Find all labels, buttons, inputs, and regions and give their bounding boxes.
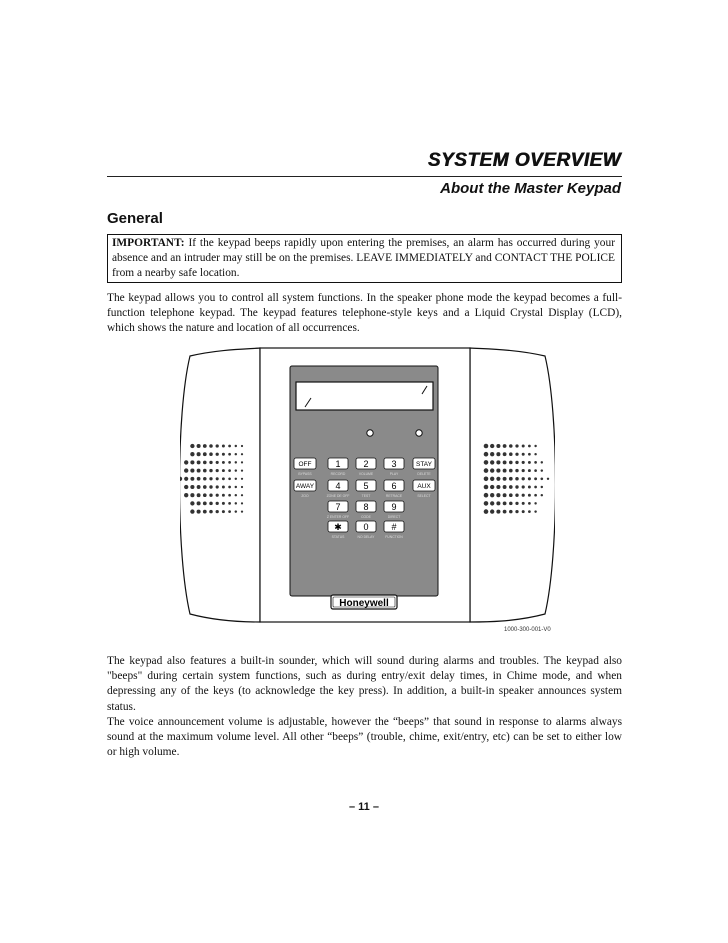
speaker-grille-dot bbox=[522, 494, 525, 497]
important-label: IMPORTANT: bbox=[112, 237, 185, 249]
speaker-grille-dot bbox=[509, 477, 513, 481]
speaker-grille-dot bbox=[228, 510, 231, 513]
speaker-grille-dot bbox=[509, 461, 513, 465]
key-5-label: 5 bbox=[363, 481, 369, 491]
speaker-grille-dot bbox=[484, 493, 489, 498]
speaker-grille-dot bbox=[190, 485, 194, 489]
speaker-grille-dot bbox=[534, 502, 536, 504]
speaker-grille-dot bbox=[509, 510, 513, 514]
speaker-grille-dot bbox=[534, 494, 537, 497]
speaker-grille-dot bbox=[528, 445, 531, 448]
speaker-grille-dot bbox=[528, 502, 531, 505]
speaker-grille-dot bbox=[222, 502, 225, 505]
speaker-grille-dot bbox=[216, 510, 219, 513]
sublabel-9: DIRECT bbox=[387, 515, 401, 519]
speaker-grille-dot bbox=[515, 502, 518, 505]
speaker-grille-dot bbox=[496, 460, 500, 464]
speaker-grille-dot bbox=[216, 502, 219, 505]
key-1[interactable] bbox=[328, 458, 348, 469]
speaker-grille-dot bbox=[184, 460, 188, 464]
speaker-grille-dot bbox=[235, 502, 237, 504]
speaker-grille-dot bbox=[235, 445, 237, 447]
page-number: – 11 – bbox=[349, 801, 379, 813]
speaker-grille-dot bbox=[222, 469, 225, 472]
key-aux[interactable] bbox=[413, 480, 435, 491]
speaker-grille-dot bbox=[235, 461, 237, 463]
speaker-grille-dot bbox=[528, 494, 531, 497]
speaker-grille-dot bbox=[184, 468, 188, 472]
speaker-grille-dot bbox=[534, 461, 537, 464]
speaker-grille-dot bbox=[209, 485, 212, 488]
key-away-label: AWAY bbox=[295, 483, 315, 490]
speaker-grille-dot bbox=[484, 460, 489, 465]
speaker-grille-dot bbox=[203, 510, 207, 514]
speaker-grille-dot bbox=[541, 469, 543, 471]
speaker-grille-dot bbox=[496, 469, 500, 473]
speaker-grille-dot bbox=[190, 469, 194, 473]
key-hash[interactable] bbox=[384, 521, 404, 532]
speaker-grille-dot bbox=[235, 469, 237, 471]
speaker-grille-dot bbox=[528, 477, 531, 480]
key-1-label: 1 bbox=[335, 459, 341, 469]
speaker-grille-dot bbox=[503, 452, 507, 456]
sublabel-off: BYPASS bbox=[298, 472, 312, 476]
speaker-grille-dot bbox=[490, 477, 494, 481]
speaker-grille-dot bbox=[541, 494, 543, 496]
speaker-grille-dot bbox=[484, 444, 489, 449]
speaker-grille-dot bbox=[541, 461, 543, 463]
speaker-grille-dot bbox=[490, 452, 494, 456]
key-0[interactable] bbox=[356, 521, 376, 532]
speaker-grille-dot bbox=[235, 453, 237, 455]
speaker-grille-dot bbox=[503, 444, 507, 448]
speaker-grille-dot bbox=[241, 486, 243, 488]
speaker-grille-dot bbox=[190, 493, 194, 497]
important-notice bbox=[107, 234, 622, 283]
keypad-illustration bbox=[180, 344, 555, 624]
speaker-grille-dot bbox=[209, 469, 212, 472]
speaker-grille-dot bbox=[496, 501, 500, 505]
speaker-grille-dot bbox=[197, 469, 201, 473]
speaker-grille-dot bbox=[228, 486, 231, 489]
speaker-grille-dot bbox=[496, 510, 500, 514]
sublabel-2: VOLUME bbox=[358, 472, 374, 476]
speaker-grille-dot bbox=[216, 461, 219, 464]
key-aux-label: AUX bbox=[417, 483, 431, 490]
speaker-grille-dot bbox=[534, 510, 536, 512]
speaker-grille-dot bbox=[184, 493, 188, 497]
speaker-grille-dot bbox=[203, 469, 207, 473]
speaker-grille-dot bbox=[528, 510, 531, 513]
speaker-grille-dot bbox=[216, 477, 219, 480]
sublabel-4: ZONE DE OFF bbox=[326, 494, 350, 498]
key-off[interactable] bbox=[294, 458, 316, 469]
speaker-grille-dot bbox=[197, 501, 201, 505]
brand-text: Honeywell bbox=[339, 598, 389, 609]
speaker-grille-dot bbox=[209, 477, 212, 480]
speaker-grille-dot bbox=[197, 485, 201, 489]
speaker-grille-dot bbox=[241, 511, 243, 513]
speaker-grille-dot bbox=[216, 453, 219, 456]
sublabel-7: Z ENTER OFF bbox=[326, 515, 350, 519]
sublabel-aux: SELECT bbox=[417, 494, 431, 498]
key-0-label: 0 bbox=[363, 522, 369, 532]
speaker-grille-dot bbox=[197, 510, 201, 514]
speaker-grille-dot bbox=[222, 494, 225, 497]
speaker-grille-dot bbox=[484, 452, 489, 457]
page-title: SYSTEM OVERVIEW bbox=[427, 150, 621, 171]
key-5[interactable] bbox=[356, 480, 376, 491]
speaker-grille-dot bbox=[203, 477, 207, 481]
sublabel-away: ZOO bbox=[301, 494, 309, 498]
speaker-grille-dot bbox=[503, 469, 507, 473]
speaker-grille-dot bbox=[228, 494, 231, 497]
speaker-grille-dot bbox=[509, 502, 513, 506]
section-heading: General bbox=[107, 210, 163, 227]
key-7[interactable] bbox=[328, 501, 348, 512]
speaker-grille-dot bbox=[222, 445, 225, 448]
speaker-grille-dot bbox=[228, 477, 231, 480]
speaker-grille-dot bbox=[528, 486, 531, 489]
speaker-grille-dot bbox=[184, 477, 188, 481]
speaker-grille-dot bbox=[490, 444, 494, 448]
speaker-grille-dot bbox=[509, 485, 513, 489]
sublabel-1: RECORD bbox=[330, 472, 346, 476]
speaker-grille-dot bbox=[484, 485, 489, 490]
speaker-grille-dot bbox=[496, 444, 500, 448]
speaker-grille-dot bbox=[484, 509, 489, 514]
sublabel-stay: DELETE bbox=[417, 472, 431, 476]
speaker-grille-dot bbox=[490, 460, 494, 464]
speaker-grille-dot bbox=[235, 478, 237, 480]
speaker-grille-dot bbox=[503, 460, 507, 464]
sublabel-3: PLAY bbox=[389, 472, 399, 476]
speaker-grille-dot bbox=[197, 444, 201, 448]
speaker-grille-dot bbox=[484, 468, 489, 473]
speaker-grille-dot bbox=[190, 477, 194, 481]
speaker-grille-dot bbox=[503, 502, 507, 506]
key-off-label: OFF bbox=[298, 461, 312, 468]
speaker-grille-dot bbox=[216, 494, 219, 497]
speaker-grille-dot bbox=[203, 485, 207, 489]
speaker-grille-dot bbox=[203, 502, 207, 506]
speaker-grille-dot bbox=[534, 486, 537, 489]
title-rule bbox=[107, 176, 622, 177]
sublabel-6: RETRACE bbox=[385, 494, 403, 498]
speaker-grille-dot bbox=[490, 493, 494, 497]
speaker-grille-dot bbox=[534, 469, 537, 472]
speaker-grille-dot bbox=[209, 452, 213, 456]
sublabel-0: NO DELAY bbox=[357, 535, 375, 539]
speaker-grille-dot bbox=[522, 469, 525, 472]
intro-paragraph bbox=[107, 291, 622, 337]
speaker-grille-dot bbox=[235, 494, 237, 496]
speaker-grille-dot bbox=[534, 477, 537, 480]
speaker-grille-dot bbox=[503, 510, 507, 514]
speaker-grille-dot bbox=[490, 485, 494, 489]
key-4[interactable] bbox=[328, 480, 348, 491]
key-6[interactable] bbox=[384, 480, 404, 491]
key-7-label: 7 bbox=[335, 502, 341, 512]
speaker-grille-dot bbox=[490, 468, 494, 472]
speaker-grille-dot bbox=[547, 478, 549, 480]
speaker-grille-dot bbox=[222, 453, 225, 456]
speaker-grille-dot bbox=[241, 494, 243, 496]
key-away[interactable] bbox=[294, 480, 316, 491]
speaker-grille-dot bbox=[222, 461, 225, 464]
speaker-grille-dot bbox=[235, 486, 237, 488]
speaker-grille-dot bbox=[197, 493, 201, 497]
important-text: If the keypad beeps rapidly upon entering the premises, an alarm has occurred during your absence and an intruder may still be on the premises. LEAVE IMMEDIATELY and CONTACT THE POLICE from a nearby safe location. bbox=[112, 237, 615, 279]
speaker-grille-dot bbox=[197, 477, 201, 481]
speaker-grille-dot bbox=[241, 445, 243, 447]
speaker-grille-dot bbox=[509, 452, 513, 456]
speaker-grille-dot bbox=[540, 477, 543, 480]
speaker-grille-dot bbox=[222, 510, 225, 513]
speaker-grille-dot bbox=[522, 461, 525, 464]
body-text bbox=[107, 654, 622, 760]
speaker-grille-dot bbox=[216, 469, 219, 472]
key-star-label: ✱ bbox=[334, 522, 342, 532]
honeywell-logo bbox=[331, 595, 397, 609]
key-2[interactable] bbox=[356, 458, 376, 469]
speaker-grille-dot bbox=[209, 494, 212, 497]
speaker-grille-dot bbox=[209, 510, 213, 514]
speaker-grille-dot bbox=[522, 445, 525, 448]
speaker-grille-dot bbox=[197, 460, 201, 464]
speaker-grille-dot bbox=[528, 453, 531, 456]
speaker-grille-dot bbox=[216, 444, 219, 447]
speaker-grille-dot bbox=[496, 493, 500, 497]
speaker-grille-dot bbox=[222, 477, 225, 480]
speaker-grille-dot bbox=[528, 469, 531, 472]
speaker-grille-dot bbox=[515, 444, 518, 447]
speaker-grille-dot bbox=[203, 444, 207, 448]
speaker-grille-dot bbox=[241, 478, 243, 480]
key-9-label: 9 bbox=[391, 502, 397, 512]
key-8-label: 8 bbox=[363, 502, 369, 512]
speaker-grille-dot bbox=[216, 485, 219, 488]
speaker-grille-dot bbox=[515, 453, 518, 456]
speaker-grille-dot bbox=[209, 444, 213, 448]
speaker-grille-dot bbox=[209, 502, 213, 506]
speaker-grille-dot bbox=[528, 461, 531, 464]
key-stay[interactable] bbox=[413, 458, 435, 469]
speaker-grille-dot bbox=[515, 494, 518, 497]
sublabel-5: TEST bbox=[361, 494, 371, 498]
speaker-grille-dot bbox=[490, 501, 494, 505]
body-paragraph-1: The keypad also features a built-in sounder, which will sound during alarms and troubles. The keypad also "beeps" during certain system functions, such as during entry/exit delay times, in Chime mode, and when depressing any of the keys (to acknowledge the key press). In addition, a built-in speaker announces system status. bbox=[107, 655, 622, 713]
page-subtitle: About the Master Keypad bbox=[440, 180, 621, 197]
speaker-grille-dot bbox=[522, 502, 525, 505]
key-6-label: 6 bbox=[391, 481, 397, 491]
speaker-grille-dot bbox=[241, 502, 243, 504]
key-stay-label: STAY bbox=[415, 461, 433, 468]
figure-label: 1000-300-001-V0 bbox=[504, 627, 551, 633]
speaker-grille-dot bbox=[190, 460, 194, 464]
sublabel-8: CODE bbox=[361, 515, 371, 519]
speaker-grille-dot bbox=[190, 452, 194, 456]
speaker-grille-dot bbox=[190, 501, 194, 505]
key-8[interactable] bbox=[356, 501, 376, 512]
sublabel-star: STATUS bbox=[331, 535, 345, 539]
speaker-grille-dot bbox=[522, 453, 525, 456]
speaker-grille-dot bbox=[184, 485, 188, 489]
key-star[interactable] bbox=[328, 521, 348, 532]
key-2-label: 2 bbox=[363, 459, 369, 469]
key-4-label: 4 bbox=[335, 481, 341, 491]
speaker-grille-dot bbox=[190, 444, 194, 448]
key-hash-label: # bbox=[391, 522, 397, 532]
speaker-grille-dot bbox=[534, 453, 536, 455]
speaker-grille-dot bbox=[515, 485, 518, 488]
key-3[interactable] bbox=[384, 458, 404, 469]
speaker-grille-dot bbox=[509, 469, 513, 473]
speaker-grille-dot bbox=[203, 461, 207, 465]
speaker-grille-dot bbox=[241, 470, 243, 472]
speaker-grille-dot bbox=[509, 444, 513, 448]
speaker-grille-dot bbox=[503, 477, 507, 481]
speaker-grille-dot bbox=[509, 493, 513, 497]
speaker-grille-dot bbox=[235, 510, 237, 512]
speaker-grille-dot bbox=[515, 510, 518, 513]
speaker-grille-dot bbox=[203, 452, 207, 456]
speaker-grille-dot bbox=[241, 461, 243, 463]
intro-text: The keypad allows you to control all system functions. In the speaker phone mode the keypad becomes a full-function telephone keypad. The keypad features telephone-style keys and a Liquid Crystal Display (LCD), which shows the nature and location of all occurrences. bbox=[107, 292, 622, 335]
speaker-grille-dot bbox=[203, 493, 207, 497]
speaker-grille-dot bbox=[503, 485, 507, 489]
key-3-label: 3 bbox=[391, 459, 397, 469]
speaker-grille-dot bbox=[484, 501, 489, 506]
speaker-grille-dot bbox=[241, 453, 243, 455]
key-9[interactable] bbox=[384, 501, 404, 512]
speaker-grille-dot bbox=[522, 477, 525, 480]
speaker-grille-dot bbox=[496, 452, 500, 456]
speaker-grille-dot bbox=[496, 477, 500, 481]
speaker-grille-dot bbox=[503, 493, 507, 497]
speaker-grille-dot bbox=[515, 469, 518, 472]
speaker-grille-dot bbox=[484, 477, 489, 482]
speaker-grille-dot bbox=[197, 452, 201, 456]
speaker-grille-dot bbox=[496, 485, 500, 489]
speaker-grille-dot bbox=[515, 477, 519, 481]
speaker-grille-dot bbox=[515, 461, 518, 464]
speaker-grille-dot bbox=[490, 509, 494, 513]
speaker-grille-dot bbox=[190, 509, 194, 513]
speaker-grille-dot bbox=[228, 469, 231, 472]
speaker-grille-dot bbox=[228, 453, 231, 456]
speaker-grille-dot bbox=[228, 461, 231, 464]
speaker-grille-dot bbox=[541, 486, 543, 488]
sublabel-hash: FUNCTION bbox=[385, 535, 403, 539]
speaker-grille-dot bbox=[534, 445, 536, 447]
speaker-grille-dot bbox=[228, 502, 231, 505]
speaker-grille-dot bbox=[522, 510, 525, 513]
speaker-grille-dot bbox=[228, 445, 231, 448]
speaker-grille-dot bbox=[209, 461, 212, 464]
speaker-grille-dot bbox=[222, 486, 225, 489]
body-paragraph-2: The voice announcement volume is adjustable, however the “beeps” that sound in response to alarms always sound at the maximum volume level. All other “beeps” (trouble, chime, exit/entry, etc) can be set to either low or high volume. bbox=[107, 715, 622, 759]
speaker-grille-dot bbox=[522, 485, 525, 488]
